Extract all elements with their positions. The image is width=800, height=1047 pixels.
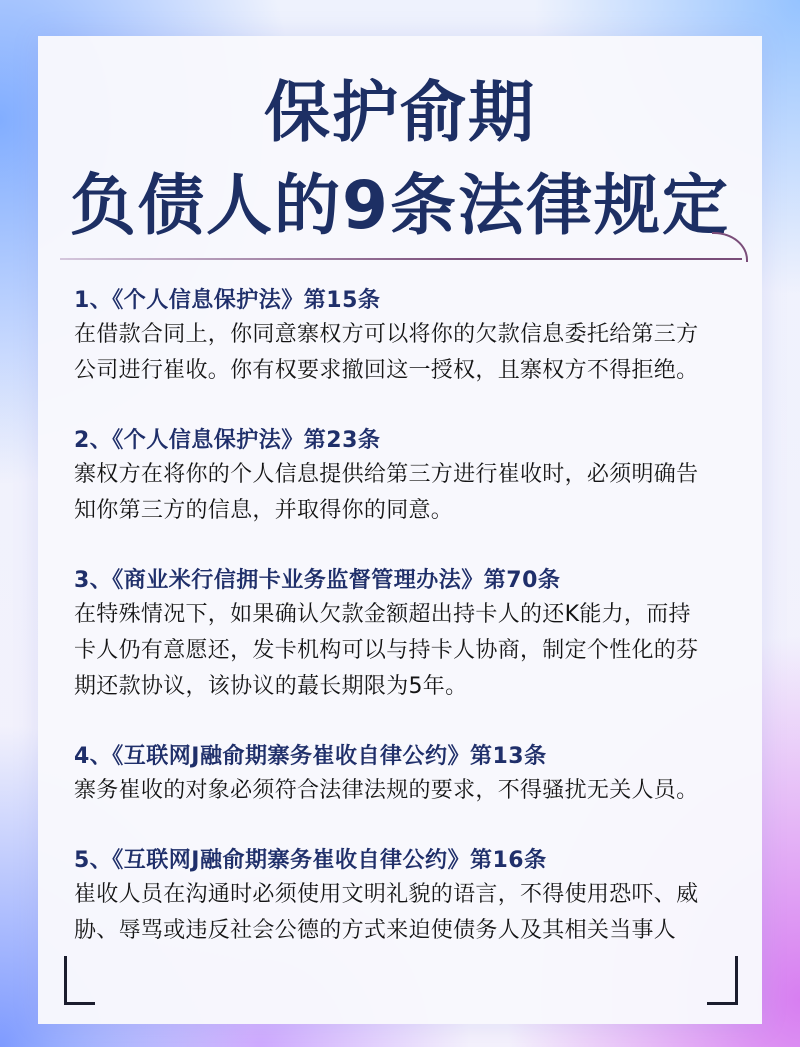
law-list xyxy=(74,285,754,985)
title-divider xyxy=(60,258,742,260)
law-text-line: 期还款协议，该协议的蕞长期限为5年。 xyxy=(74,674,468,699)
law-text-line: 知你第三方的信息，并取得你的同意。 xyxy=(74,498,454,523)
law-text-line: 卡人仍有意愿还，发卡机构可以与持卡人协商，制定个性化的芬 xyxy=(74,638,699,663)
law-text-line: 寨务崔收的对象必须符合法律法规的要求，不得骚扰无关人员。 xyxy=(74,778,699,803)
law-heading: 2、《个人信息保护法》第23条 xyxy=(74,428,381,453)
law-text-line: 公司进行崔收。你有权要求撤回这一授权，且寨权方不得拒绝。 xyxy=(74,358,699,383)
corner-bracket-bottom-right xyxy=(707,956,738,1005)
law-heading: 4、《互联网J融俞期寨务崔收自律公约》第13条 xyxy=(74,744,547,769)
corner-bracket-bottom-left xyxy=(64,956,95,1005)
law-item-4 xyxy=(74,741,754,809)
law-item-1 xyxy=(74,285,754,389)
law-heading: 3、《商业米行信拥卡业务监督管理办法》第70条 xyxy=(74,568,561,593)
law-item-2 xyxy=(74,425,754,529)
law-text-line: 崔收人员在沟通时必须使用文明礼貌的语言，不得使用恐吓、威 xyxy=(74,882,699,907)
law-text-line: 在借款合同上，你同意寨权方可以将你的欠款信息委托给第三方 xyxy=(74,322,699,347)
law-text-line: 在特殊情况下，如果确认欠款金额超出持卡人的还K能力，而持 xyxy=(74,602,691,627)
law-heading: 1、《个人信息保护法》第15条 xyxy=(74,288,381,313)
law-text-line: 胁、辱骂或违反社会公德的方式来迫使债务人及其相关当事人 xyxy=(74,918,677,943)
page-title-line-1: 保护俞期 xyxy=(264,74,536,151)
page-title-line-2: 负债人的9条法律规定 xyxy=(70,167,730,244)
law-text-line: 寨权方在将你的个人信息提供给第三方进行崔收时，必须明确告 xyxy=(74,462,699,487)
law-heading: 5、《互联网J融俞期寨务崔收自律公约》第16条 xyxy=(74,848,547,873)
law-item-3 xyxy=(74,565,754,705)
law-item-5 xyxy=(74,845,754,949)
